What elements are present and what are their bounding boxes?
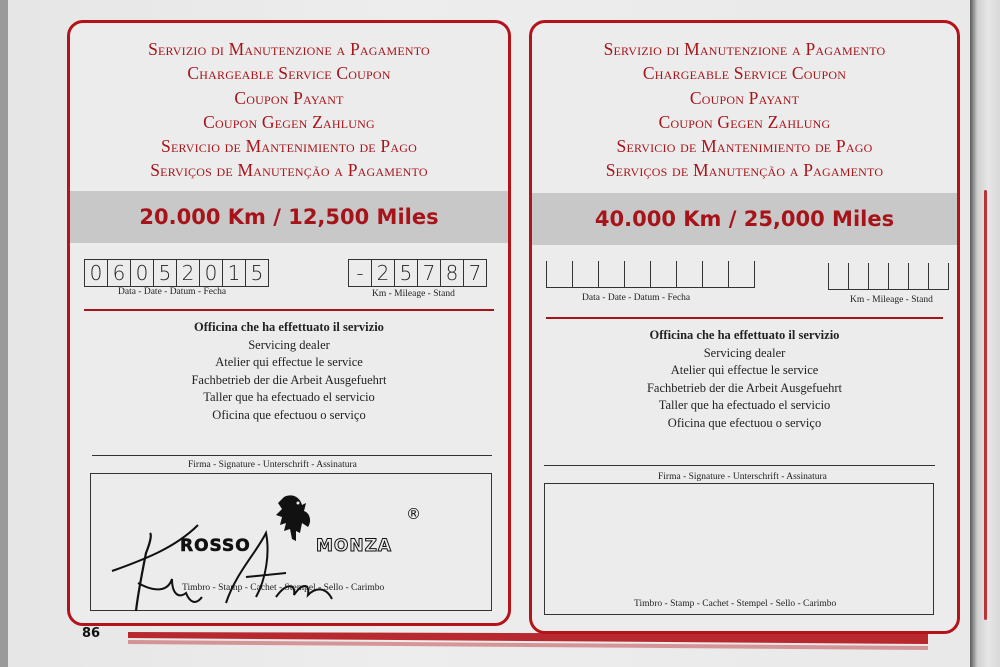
km-digit-empty [829, 263, 849, 289]
km-caption: Km - Mileage - Stand [372, 289, 455, 299]
dealer-label-de: Fachbetrieb der die Arbeit Ausgefuehrt [191, 372, 387, 387]
service-coupon-20000km [67, 20, 511, 626]
dealer-label-fr: Atelier qui effectue le service [670, 363, 819, 377]
dealer-label-de: Fachbetrieb der die Arbeit Ausgefuehrt [646, 380, 843, 395]
title-en: Chargeable Service Coupon [642, 63, 847, 84]
km-digit: 8 [441, 260, 464, 286]
km-digit: - [349, 260, 372, 286]
date-digit-empty [729, 261, 754, 287]
registered-mark: ® [406, 505, 421, 523]
date-digit: 6 [108, 260, 131, 286]
km-caption: Km - Mileage - Stand [850, 295, 933, 305]
dealer-label-it: Officina che ha effettuato il servizio [649, 328, 840, 342]
km-boxes[interactable] [828, 263, 949, 290]
date-digit-empty [547, 261, 573, 287]
service-coupon-40000km [529, 20, 960, 634]
date-digit-empty [599, 261, 625, 287]
date-boxes[interactable] [546, 261, 755, 288]
date-digit: 2 [177, 260, 200, 286]
km-digit: 2 [372, 260, 395, 286]
stamp-caption: Timbro - Stamp - Cachet - Stempel - Sello - Carimbo [182, 583, 385, 593]
km-digit-empty [909, 263, 929, 289]
title-es: Servicio de Mantenimiento de Pago [616, 136, 873, 157]
dealer-labels [70, 319, 508, 424]
coupon-titles [532, 23, 957, 183]
dealer-label-pt: Oficina que efectuou o serviço [667, 415, 822, 430]
mileage-band: 20.000 Km / 12,500 Miles [70, 191, 508, 243]
km-digit: 7 [468, 261, 482, 285]
title-pt: Serviços de Manutenção a Pagamento [150, 160, 428, 181]
title-it: Servizio di Manutenzione a Pagamento [603, 39, 886, 59]
stamp-word-right: MONZA [316, 536, 393, 556]
stamp-word-left: ROSSO [180, 536, 251, 556]
page-number: 86 [82, 626, 101, 641]
next-page-red-border [984, 190, 987, 620]
date-digit-empty [573, 261, 599, 287]
divider [546, 317, 943, 319]
dealer-label-it: Officina che ha effettuato il servizio [194, 320, 384, 334]
handwritten-signature [106, 513, 346, 618]
date-digit: 0 [85, 260, 108, 286]
title-de: Coupon Gegen Zahlung [203, 111, 375, 132]
km-boxes[interactable] [348, 259, 487, 287]
km-digit: 5 [395, 260, 418, 286]
date-digit: 0 [200, 260, 223, 286]
bottom-red-stripe [128, 622, 928, 652]
divider [84, 309, 494, 311]
title-de: Coupon Gegen Zahlung [658, 111, 831, 132]
stamp-box[interactable] [544, 483, 934, 615]
signature-line[interactable] [92, 455, 492, 456]
dealer-label-pt: Oficina que efectuou o serviço [212, 407, 366, 422]
km-digit-empty [869, 263, 889, 289]
coupon-titles [70, 23, 508, 183]
date-digit: 5 [154, 260, 177, 286]
date-boxes[interactable] [84, 259, 269, 287]
stamp-caption: Timbro - Stamp - Cachet - Stempel - Sello - Carimbo [634, 599, 837, 609]
date-digit: 0 [131, 260, 154, 286]
title-it: Servizio di Manutenzione a Pagamento [148, 39, 430, 59]
title-es: Servicio de Mantenimiento de Pago [161, 136, 417, 157]
dealer-label-fr: Atelier qui effectue le service [215, 355, 363, 369]
date-digit-empty [703, 261, 729, 287]
date-caption: Data - Date - Datum - Fecha [582, 293, 691, 303]
date-caption: Data - Date - Datum - Fecha [118, 287, 227, 297]
title-fr: Coupon Payant [234, 87, 344, 108]
km-digit-empty [929, 263, 948, 289]
signature-caption: Firma - Signature - Unterschrift - Assinatura [188, 460, 357, 470]
title-pt: Serviços de Manutenção a Pagamento [605, 160, 884, 181]
dealer-label-es: Taller que ha efectuado el servicio [203, 390, 375, 404]
date-digit-empty [651, 261, 677, 287]
date-digit-empty [677, 261, 703, 287]
dealer-labels [532, 327, 957, 432]
date-digit: 5 [250, 261, 264, 285]
date-digit: 1 [223, 260, 246, 286]
dealer-label-en: Servicing dealer [248, 337, 330, 352]
mileage-band: 40.000 Km / 25,000 Miles [532, 193, 957, 245]
signature-line[interactable] [544, 465, 935, 466]
km-digit-empty [849, 263, 869, 289]
dealer-label-es: Taller que ha efectuado el servicio [658, 398, 831, 412]
date-digit-empty [625, 261, 651, 287]
km-digit-empty [889, 263, 909, 289]
dealer-label-en: Servicing dealer [703, 345, 786, 360]
next-page-edge [970, 0, 1000, 667]
title-fr: Coupon Payant [689, 87, 800, 108]
km-digit: 7 [418, 260, 441, 286]
title-en: Chargeable Service Coupon [187, 63, 391, 84]
signature-caption: Firma - Signature - Unterschrift - Assinatura [658, 472, 827, 482]
